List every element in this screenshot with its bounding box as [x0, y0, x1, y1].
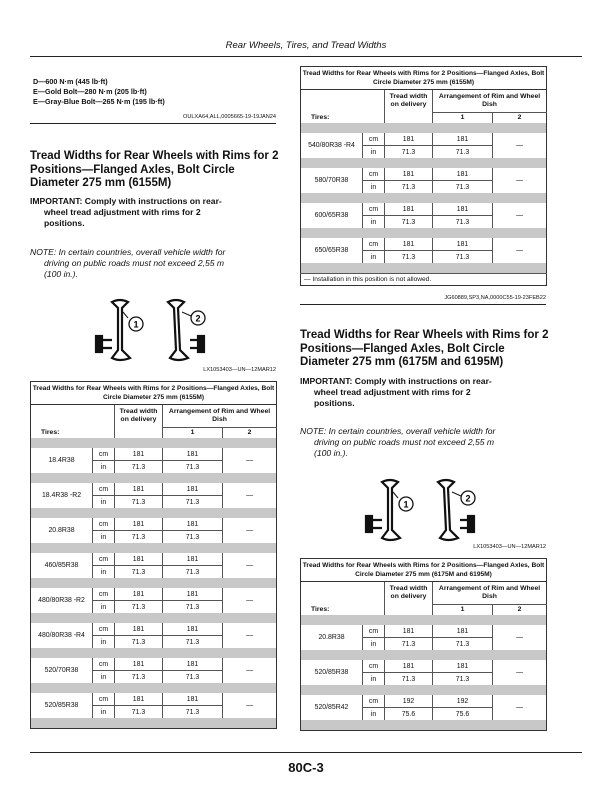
shaded-spacer-row	[31, 718, 277, 729]
callout-1: 1	[133, 319, 139, 330]
arrangement-1-cm: 181	[433, 625, 493, 638]
arrangement-2-value: —	[223, 448, 277, 473]
shaded-spacer-row	[301, 720, 547, 731]
tread-width-in: 71.3	[385, 181, 433, 194]
table-b-body	[301, 123, 547, 274]
important-notice-a	[30, 196, 280, 229]
table-row	[301, 133, 547, 146]
tread-width-in: 71.3	[385, 251, 433, 264]
table-row	[31, 448, 277, 461]
arrangement-1-in: 71.3	[433, 638, 493, 651]
unit-in: in	[363, 216, 385, 229]
arrangement-1-cm: 181	[163, 553, 223, 566]
note-b	[300, 426, 555, 459]
shaded-spacer-row	[31, 543, 277, 553]
unit-cm: cm	[363, 695, 385, 708]
tread-width-cm: 181	[115, 693, 163, 706]
table-row	[301, 238, 547, 251]
figure-b-label: LX1053403—UN—12MAR12	[473, 544, 546, 550]
tread-width-cm: 181	[385, 660, 433, 673]
unit-in: in	[93, 601, 115, 614]
page-number: 80C-3	[288, 760, 324, 775]
shaded-spacer-row	[301, 650, 547, 660]
bolts-rule	[30, 123, 276, 124]
arrangement-1-in: 71.3	[163, 461, 223, 474]
tire-size: 20.8R38	[48, 527, 75, 534]
note-a-line2: driving on public roads must not exceed 2,55 m	[44, 258, 225, 268]
unit-cm: cm	[93, 658, 115, 671]
tire-size: 460/85R38	[44, 562, 79, 569]
arrangement-1-cm: 181	[163, 623, 223, 636]
table-a-caption: Tread Widths for Rear Wheels with Rims for 2 Positions—Flanged Axles, Bolt Circle Diameter 275 mm (6155M)	[31, 382, 277, 405]
arrangement-2-value: —	[223, 693, 277, 718]
unit-cm: cm	[363, 625, 385, 638]
tread-width-in: 71.3	[115, 706, 163, 719]
tire-size: 18.4R38 -R2	[41, 492, 82, 499]
arrangement-1-in: 71.3	[163, 601, 223, 614]
shaded-spacer-row	[31, 508, 277, 518]
unit-in: in	[93, 496, 115, 509]
tread-width-cm: 181	[115, 658, 163, 671]
running-header: Rear Wheels, Tires, and Tread Widths	[225, 40, 387, 51]
table-b-footnote: — Installation in this position is not allowed.	[301, 274, 547, 286]
important-a-line2: wheel tread adjustment with rims for 2	[44, 207, 201, 217]
arrangement-1-cm: 181	[163, 448, 223, 461]
tread-width-cm: 181	[385, 133, 433, 146]
wheel-dish-figure-a	[90, 288, 220, 368]
shaded-spacer-row	[31, 473, 277, 483]
table-row	[31, 588, 277, 601]
unit-in: in	[363, 673, 385, 686]
tread-width-in: 71.3	[385, 673, 433, 686]
table-c-col-2: 2	[493, 604, 547, 615]
table-a-col-arrangement: Arrangement of Rim and Wheel Dish	[163, 405, 277, 428]
tread-width-cm: 181	[115, 623, 163, 636]
tread-width-in: 71.3	[115, 531, 163, 544]
arrangement-1-in: 71.3	[433, 181, 493, 194]
shaded-spacer-row	[301, 193, 547, 203]
table-a-col-tread: Tread width on delivery	[115, 405, 163, 428]
note-b-line3: (100 in.).	[314, 448, 348, 458]
table-c-caption: Tread Widths for Rear Wheels with Rims for 2 Positions—Flanged Axles, Bolt Circle Diameter 275 mm (6175M and 6195M)	[301, 559, 547, 582]
tread-width-in: 71.3	[115, 601, 163, 614]
table-a-col-1: 1	[163, 427, 223, 438]
table-row	[301, 203, 547, 216]
bolt-d: D—600 N·m (445 lb·ft)	[33, 77, 108, 86]
table-b-col-2: 2	[493, 112, 547, 123]
tread-width-cm: 192	[385, 695, 433, 708]
important-b-line3: positions.	[314, 398, 355, 408]
shaded-spacer-row	[301, 263, 547, 274]
unit-cm: cm	[363, 203, 385, 216]
bolt-torque-legend	[33, 77, 165, 107]
arrangement-1-in: 71.3	[433, 146, 493, 159]
table-row	[31, 483, 277, 496]
arrangement-1-in: 71.3	[163, 671, 223, 684]
tread-width-in: 71.3	[115, 636, 163, 649]
important-a-line1: IMPORTANT: Comply with instructions on rear-	[30, 196, 222, 206]
wheel-position-2-drawing-b	[438, 480, 474, 540]
unit-in: in	[93, 566, 115, 579]
tire-size: 480/80R38 -R4	[38, 632, 85, 639]
unit-in: in	[363, 708, 385, 721]
wheel-position-2-drawing	[168, 300, 204, 360]
unit-in: in	[93, 531, 115, 544]
header-rule	[30, 56, 582, 57]
tread-width-in: 71.3	[385, 638, 433, 651]
tread-width-table-b	[300, 66, 547, 286]
arrangement-1-cm: 181	[433, 133, 493, 146]
tire-size: 480/80R38 -R2	[38, 597, 85, 604]
tread-width-in: 71.3	[115, 671, 163, 684]
section-title-6175m-6195m: Tread Widths for Rear Wheels with Rims for 2 Positions—Flanged Axles, Bolt Circle Diameter 275 mm (6175M and 6195M)	[300, 329, 549, 368]
table-c-col-tread: Tread width on delivery	[385, 582, 433, 605]
unit-cm: cm	[93, 518, 115, 531]
arrangement-2-value: —	[493, 133, 547, 158]
arrangement-2-value: —	[223, 553, 277, 578]
unit-cm: cm	[93, 483, 115, 496]
note-a-line1: NOTE: In certain countries, overall vehicle width for	[30, 247, 226, 257]
table-b-col-tires: Tires:	[311, 114, 330, 121]
figure-a-label: LX1053403—UN—12MAR12	[203, 367, 276, 373]
tire-size: 580/70R38	[314, 177, 349, 184]
arrangement-1-in: 71.3	[163, 706, 223, 719]
unit-in: in	[363, 638, 385, 651]
tire-size: 20.8R38	[318, 634, 345, 641]
tire-size: 520/85R42	[314, 704, 349, 711]
unit-cm: cm	[93, 623, 115, 636]
table-row	[31, 623, 277, 636]
tread-width-in: 71.3	[385, 146, 433, 159]
tire-size: 520/85R38	[44, 702, 79, 709]
tread-width-cm: 181	[385, 203, 433, 216]
table-row	[31, 693, 277, 706]
table-a-col-2: 2	[223, 427, 277, 438]
table-b-rule	[300, 304, 546, 305]
tread-width-table-c	[300, 558, 547, 731]
table-c-col-tires: Tires:	[311, 606, 330, 613]
footer-rule	[30, 752, 582, 753]
arrangement-2-value: —	[493, 695, 547, 720]
table-row	[31, 518, 277, 531]
unit-in: in	[363, 181, 385, 194]
shaded-spacer-row	[301, 615, 547, 625]
table-c-col-1: 1	[433, 604, 493, 615]
table-c-body	[301, 615, 547, 731]
unit-in: in	[93, 671, 115, 684]
shaded-spacer-row	[31, 648, 277, 658]
wheel-dish-figure-b	[360, 468, 490, 548]
important-b-line1: IMPORTANT: Comply with instructions on rear-	[300, 376, 492, 386]
tread-width-cm: 181	[385, 238, 433, 251]
unit-in: in	[363, 146, 385, 159]
arrangement-1-in: 71.3	[163, 531, 223, 544]
important-a-line3: positions.	[44, 218, 85, 228]
tread-width-cm: 181	[385, 625, 433, 638]
bolt-e-gold: E—Gold Bolt—280 N·m (205 lb·ft)	[33, 87, 147, 96]
arrangement-1-cm: 181	[163, 693, 223, 706]
table-row	[301, 168, 547, 181]
note-a	[30, 247, 280, 280]
arrangement-2-value: —	[223, 588, 277, 613]
unit-cm: cm	[363, 133, 385, 146]
unit-cm: cm	[363, 238, 385, 251]
arrangement-1-in: 71.3	[433, 216, 493, 229]
arrangement-1-in: 71.3	[433, 251, 493, 264]
tread-width-cm: 181	[115, 588, 163, 601]
table-row	[31, 553, 277, 566]
arrangement-1-in: 75.6	[433, 708, 493, 721]
tread-width-cm: 181	[385, 168, 433, 181]
arrangement-2-value: —	[493, 660, 547, 685]
unit-cm: cm	[93, 693, 115, 706]
tire-size: 540/80R38 -R4	[308, 142, 355, 149]
arrangement-1-cm: 181	[433, 660, 493, 673]
table-row	[301, 695, 547, 708]
note-b-line2: driving on public roads must not exceed 2,55 m	[314, 437, 495, 447]
table-b-caption: Tread Widths for Rear Wheels with Rims for 2 Positions—Flanged Axles, Bolt Circle Diameter 275 mm (6155M)	[301, 67, 547, 90]
arrangement-1-cm: 181	[433, 168, 493, 181]
unit-in: in	[93, 706, 115, 719]
note-a-line3: (100 in.).	[44, 269, 78, 279]
shaded-spacer-row	[31, 613, 277, 623]
arrangement-2-value: —	[493, 238, 547, 263]
table-row	[301, 625, 547, 638]
arrangement-2-value: —	[223, 623, 277, 648]
tread-width-in: 71.3	[115, 566, 163, 579]
arrangement-2-value: —	[223, 483, 277, 508]
tread-width-in: 71.3	[385, 216, 433, 229]
unit-cm: cm	[93, 448, 115, 461]
unit-in: in	[363, 251, 385, 264]
arrangement-2-value: —	[493, 625, 547, 650]
shaded-spacer-row	[301, 123, 547, 133]
table-b-col-arrangement: Arrangement of Rim and Wheel Dish	[433, 90, 547, 113]
table-row	[301, 660, 547, 673]
tread-width-in: 71.3	[115, 461, 163, 474]
arrangement-1-in: 71.3	[163, 566, 223, 579]
arrangement-1-cm: 181	[163, 483, 223, 496]
tire-size: 650/65R38	[314, 247, 349, 254]
unit-cm: cm	[93, 588, 115, 601]
shaded-spacer-row	[301, 685, 547, 695]
arrangement-2-value: —	[493, 168, 547, 193]
arrangement-1-in: 71.3	[163, 636, 223, 649]
callout-2-b: 2	[465, 493, 471, 504]
bolt-e-gray-blue: E—Gray-Blue Bolt—265 N·m (195 lb·ft)	[33, 97, 165, 106]
arrangement-2-value: —	[493, 203, 547, 228]
note-b-line1: NOTE: In certain countries, overall vehicle width for	[300, 426, 496, 436]
tread-width-in: 75.6	[385, 708, 433, 721]
tread-width-cm: 181	[115, 553, 163, 566]
table-b-col-1: 1	[433, 112, 493, 123]
arrangement-2-value: —	[223, 658, 277, 683]
tread-width-in: 71.3	[115, 496, 163, 509]
wheel-position-1-drawing	[96, 300, 130, 360]
tire-size: 18.4R38	[48, 457, 75, 464]
arrangement-1-cm: 181	[163, 588, 223, 601]
important-notice-b	[300, 376, 555, 409]
tread-width-cm: 181	[115, 448, 163, 461]
table-a-body	[31, 438, 277, 729]
callout-1-b: 1	[403, 499, 409, 510]
arrangement-1-in: 71.3	[433, 673, 493, 686]
unit-in: in	[93, 461, 115, 474]
table-b-reference: JG60889,SP3,NA,0000C55-19-23FEB22	[444, 295, 546, 301]
table-row	[31, 658, 277, 671]
wheel-position-1-drawing-b	[366, 480, 400, 540]
unit-in: in	[93, 636, 115, 649]
tire-size: 520/70R38	[44, 667, 79, 674]
shaded-spacer-row	[31, 438, 277, 448]
arrangement-2-value: —	[223, 518, 277, 543]
table-c-col-arrangement: Arrangement of Rim and Wheel Dish	[433, 582, 547, 605]
arrangement-1-cm: 181	[433, 238, 493, 251]
shaded-spacer-row	[31, 683, 277, 693]
unit-cm: cm	[93, 553, 115, 566]
tread-width-cm: 181	[115, 518, 163, 531]
table-a-col-tires: Tires:	[41, 429, 60, 436]
arrangement-1-in: 71.3	[163, 496, 223, 509]
arrangement-1-cm: 181	[163, 518, 223, 531]
tire-size: 600/65R38	[314, 212, 349, 219]
tread-width-cm: 181	[115, 483, 163, 496]
tread-width-table-a	[30, 381, 277, 729]
table-b-col-tread: Tread width on delivery	[385, 90, 433, 113]
section-title-6155m: Tread Widths for Rear Wheels with Rims for 2 Positions—Flanged Axles, Bolt Circle Diameter 275 mm (6155M)	[30, 150, 279, 189]
shaded-spacer-row	[301, 228, 547, 238]
callout-2: 2	[195, 313, 201, 324]
unit-cm: cm	[363, 168, 385, 181]
arrangement-1-cm: 181	[163, 658, 223, 671]
bolts-reference: OULXA64,ALL,0005665-19-19JAN24	[183, 114, 276, 120]
important-b-line2: wheel tread adjustment with rims for 2	[314, 387, 471, 397]
unit-cm: cm	[363, 660, 385, 673]
tire-size: 520/85R38	[314, 669, 349, 676]
arrangement-1-cm: 192	[433, 695, 493, 708]
shaded-spacer-row	[301, 158, 547, 168]
arrangement-1-cm: 181	[433, 203, 493, 216]
shaded-spacer-row	[31, 578, 277, 588]
